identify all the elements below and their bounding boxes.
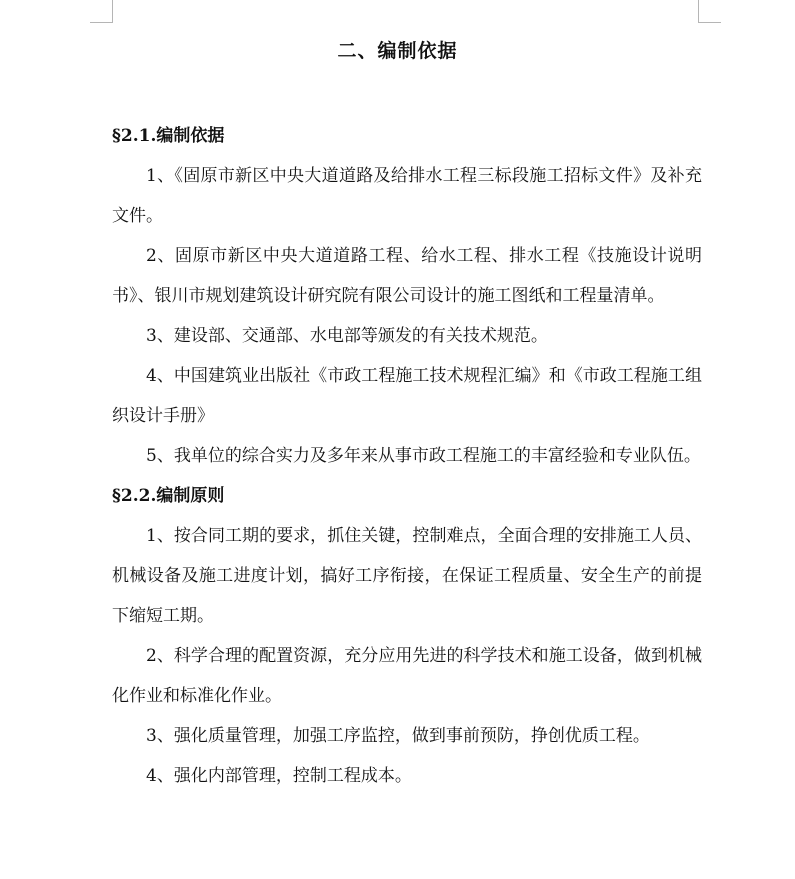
paragraph: 2、固原市新区中央大道道路工程、给水工程、排水工程《技施设计说明书》、银川市规划建筑设计研究院有限公司设计的施工图纸和工程量清单。 [112, 246, 702, 306]
paragraph: 3、建设部、交通部、水电部等颁发的有关技术规范。 [146, 326, 548, 346]
paragraph: 1、按合同工期的要求，抓住关键，控制难点，全面合理的安排施工人员、机械设备及施工进度计划，搞好工序衔接，在保证工程质量、安全生产的前提下缩短工期。 [112, 526, 702, 626]
document-body [112, 116, 702, 796]
section-basis [112, 116, 702, 476]
paragraph: 1、《固原市新区中央大道道路及给排水工程三标段施工招标文件》及补充文件。 [112, 166, 702, 226]
paragraph: 2、科学合理的配置资源，充分应用先进的科学技术和施工设备，做到机械化作业和标准化作业。 [112, 646, 702, 706]
paragraph: 4、强化内部管理，控制工程成本。 [146, 766, 412, 786]
section-heading: §2.1.编制依据 [112, 126, 225, 146]
paragraph: 4、中国建筑业出版社《市政工程施工技术规程汇编》和《市政工程施工组织设计手册》 [112, 366, 702, 426]
paragraph: 5、我单位的综合实力及多年来从事市政工程施工的丰富经验和专业队伍。 [146, 446, 701, 466]
section-heading: §2.2.编制原则 [112, 486, 225, 506]
paragraph: 3、强化质量管理，加强工序监控，做到事前预防，挣创优质工程。 [146, 726, 650, 746]
page-corner-mark-top-left [90, 0, 113, 23]
page-title: 二、编制依据 [337, 40, 458, 62]
section-principles [112, 476, 702, 796]
page-corner-mark-top-right [698, 0, 721, 23]
